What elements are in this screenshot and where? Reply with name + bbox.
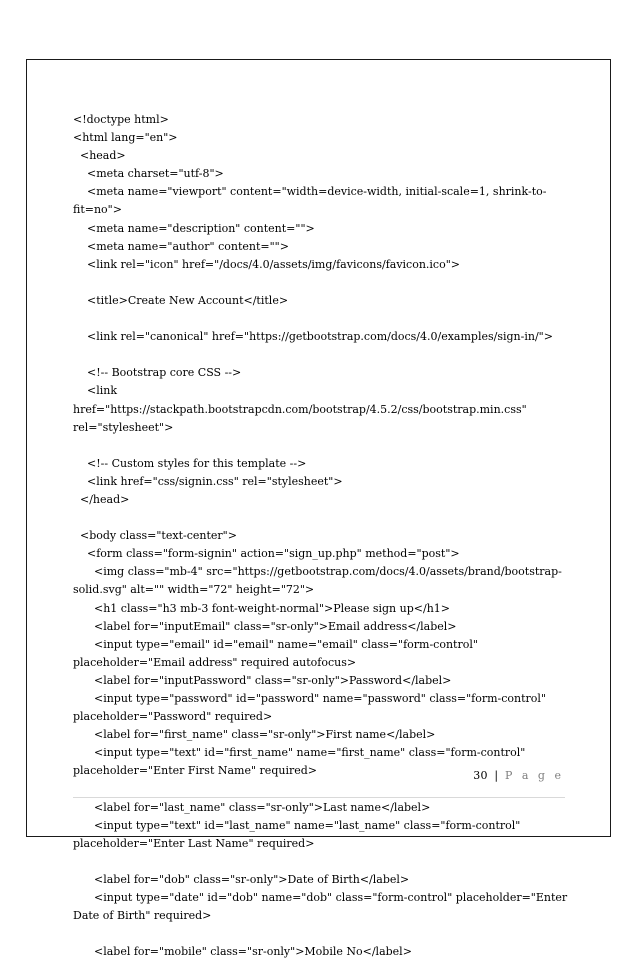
code-blank-line: [73, 346, 573, 364]
code-line: <body class="text-center">: [73, 529, 237, 543]
page-label: P a g e: [504, 769, 564, 782]
code-line: <html lang="en">: [73, 131, 178, 145]
code-line: </head>: [73, 492, 130, 506]
code-blank-line: [73, 437, 573, 455]
code-blank-line: [73, 853, 573, 871]
code-line: <title>Create New Account</title>: [73, 293, 289, 307]
code-line: <!-- Bootstrap core CSS -->: [73, 366, 242, 380]
code-line: <label for="inputPassword" class="sr-only">Password</label>: [73, 673, 452, 687]
code-line: <form class="form-signin" action="sign_up.php" method="post">: [73, 547, 460, 561]
code-line: <link href="https://stackpath.bootstrapcdn.com/bootstrap/4.5.2/css/bootstrap.min.css" rel="stylesheet">: [73, 384, 531, 434]
code-line: <input type="password" id="password" name="password" class="form-control" placeholder="Password" required>: [73, 692, 550, 724]
code-blank-line: [73, 780, 573, 798]
code-line: <!doctype html>: [73, 113, 169, 126]
code-line: <meta name="author" content="">: [73, 239, 289, 253]
code-line: <input type="date" id="dob" name="dob" class="form-control" placeholder="Enter Date of Birth" required>: [73, 891, 571, 923]
code-blank-line: [73, 310, 573, 328]
code-line: <link href="css/signin.css" rel="stylesheet">: [73, 474, 343, 488]
code-listing: [73, 111, 573, 961]
code-line: <head>: [73, 149, 126, 163]
code-line: <meta name="description" content="">: [73, 221, 315, 235]
code-line: <input type="text" id="last_name" name="last_name" class="form-control" placeholder="Enter Last Name" required>: [73, 818, 524, 850]
page-number: 30: [473, 769, 488, 782]
code-line: <label for="dob" class="sr-only">Date of Birth</label>: [73, 872, 410, 886]
code-blank-line: [73, 509, 573, 527]
code-line: <meta name="viewport" content="width=device-width, initial-scale=1, shrink-to-fit=no">: [73, 185, 547, 217]
code-line: <label for="first_name" class="sr-only">First name</label>: [73, 728, 436, 742]
code-line: <meta charset="utf-8">: [73, 167, 224, 181]
code-line: <!-- Custom styles for this template -->: [73, 456, 307, 470]
code-line: <label for="last_name" class="sr-only">Last name</label>: [73, 800, 431, 814]
code-line: <link rel="icon" href="/docs/4.0/assets/img/favicons/favicon.ico">: [73, 257, 460, 271]
code-line: <label for="inputEmail" class="sr-only">Email address</label>: [73, 619, 457, 633]
code-blank-line: [73, 274, 573, 292]
footer-divider: [73, 797, 565, 798]
code-line: <img class="mb-4" src="https://getbootstrap.com/docs/4.0/assets/brand/bootstrap-solid.svg" alt="" width="72" height="72">: [73, 565, 562, 597]
code-line: <h1 class="h3 mb-3 font-weight-normal">Please sign up</h1>: [73, 601, 450, 615]
code-line: <label for="mobile" class="sr-only">Mobile No</label>: [73, 945, 412, 959]
code-line: <input type="text" id="first_name" name="first_name" class="form-control" placeholder="Enter First Name" required>: [73, 746, 529, 778]
page-footer: [473, 769, 564, 782]
code-line: <link rel="canonical" href="https://getbootstrap.com/docs/4.0/examples/sign-in/">: [73, 330, 553, 344]
code-line: <input type="email" id="email" name="email" class="form-control" placeholder="Email address" required autofocus>: [73, 637, 482, 669]
code-blank-line: [73, 925, 573, 943]
page-separator: |: [494, 769, 499, 782]
